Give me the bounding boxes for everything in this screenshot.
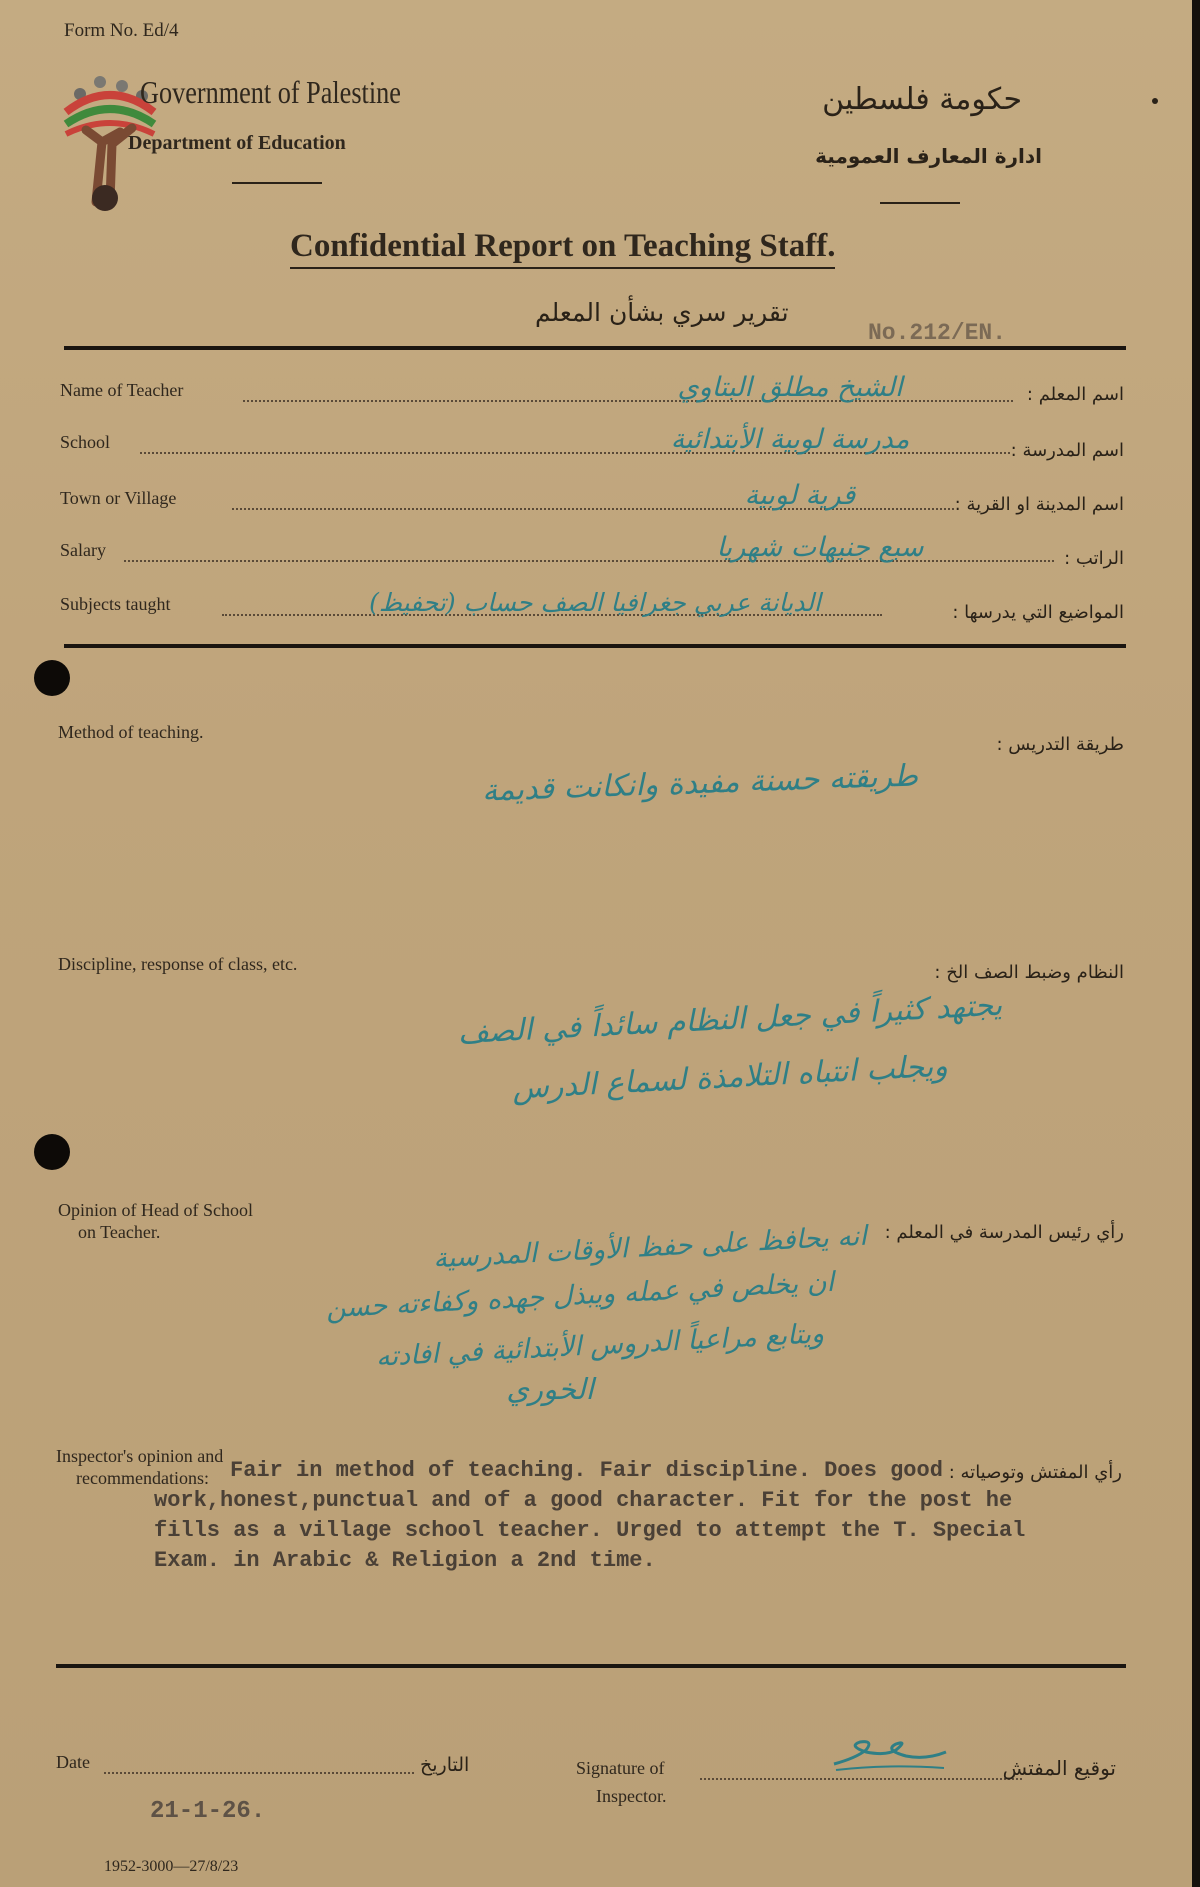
subjects-label: Subjects taught [60,594,171,614]
signature-line [700,1778,1022,1780]
head-opinion-line-1: انه يحافظ على حفظ الأوقات المدرسية [432,1220,868,1275]
salary-label: Salary [60,540,106,560]
discipline-label: Discipline, response of class, etc. [58,954,298,974]
inspector-text-line-2: work,honest,punctual and of a good character. Fit for the post he [154,1488,1013,1513]
head-opinion-label-ar: رأي رئيس المدرسة في المعلم : [884,1222,1124,1243]
subjects-value: الديانة عربي جغرافيا الصف حساب (تحفيظ) [369,588,821,617]
date-label: Date [56,1752,90,1772]
report-title-ar: تقرير سري بشأن المعلم [535,298,789,327]
discipline-line-2: ويجلب انتباه التلامذة لسماع الدرس [511,1048,949,1107]
subjects-label-ar: المواضيع التي يدرسها : [952,602,1124,623]
punch-hole-top [34,660,70,696]
date-line [104,1772,414,1774]
teacher-name-label: Name of Teacher [60,380,184,400]
inspector-opinion-label-1: Inspector's opinion and [56,1446,224,1466]
head-opinion-label-2: on Teacher. [78,1222,161,1242]
date-value: 21-1-26. [150,1798,266,1825]
inspector-text-line-3: fills as a village school teacher. Urged to attempt the T. Special [154,1518,1026,1543]
bottom-rule [56,1664,1126,1668]
fields-rule [64,644,1126,648]
method-value: طريقته حسنة مفيدة وانكانت قديمة [481,758,919,809]
inspector-text-line-4: Exam. in Arabic & Religion a 2nd time. [154,1548,656,1573]
school-value: مدرسة لوبية الأبتدائية [670,424,910,455]
town-value: قرية لوبية [744,480,856,511]
department-title-en: Department of Education [128,132,346,154]
salary-label-ar: الراتب : [1064,548,1124,569]
method-label-ar: طريقة التدريس : [996,734,1124,755]
report-title-en: Confidential Report on Teaching Staff. [290,228,835,269]
top-rule [64,346,1126,350]
government-title-en: Government of Palestine [140,74,401,110]
inspector-opinion-label-2: recommendations: [76,1468,209,1488]
head-opinion-line-3: ويتابع مراعياً الدروس الأبتدائية في افادته [375,1318,825,1373]
print-code: 1952-3000—27/8/23 [104,1858,239,1875]
report-number: No.212/EN. [868,320,1007,346]
head-opinion-signature: الخوري [506,1372,594,1406]
government-title-ar: حكومة فلسطين [822,82,1022,117]
discipline-line-1: يجتهد كثيراً في جعل النظام سائداً في الصف [456,987,1003,1052]
header-divider-right [880,202,960,204]
head-opinion-label-1: Opinion of Head of School [58,1200,253,1220]
method-label: Method of teaching. [58,722,204,742]
teacher-name-label-ar: اسم المعلم : [1026,384,1124,405]
discipline-label-ar: النظام وضبط الصف الخ : [934,962,1124,983]
signature-label-ar: توقيع المفتش [1002,1756,1116,1780]
department-title-ar: ادارة المعارف العمومية [815,144,1042,168]
punch-hole-bottom [34,1134,70,1170]
head-opinion-line-2: ان يخلص في عمله ويبذل جهده وكفاءته حسن [325,1266,835,1325]
school-label-ar: اسم المدرسة : [1010,440,1124,461]
inspector-text-line-1: Fair in method of teaching. Fair discipline. Does good [230,1458,943,1483]
signature-label-1: Signature of [576,1758,665,1778]
header-divider-left [232,182,322,184]
teacher-name-value: الشيخ مطلق البتاوي [677,372,903,403]
inspector-opinion-label-ar: رأي المفتش وتوصياته : [948,1462,1122,1483]
date-label-ar: التاريخ [420,1754,470,1776]
ink-dot [1152,98,1158,104]
signature-label-2: Inspector. [596,1786,667,1806]
inspector-signature-icon [826,1728,956,1778]
salary-value: سبع جنيهات شهريا [716,532,924,563]
town-label-ar: اسم المدينة او القرية : [954,494,1124,515]
town-label: Town or Village [60,488,177,508]
form-number: Form No. Ed/4 [64,20,179,41]
school-label: School [60,432,111,452]
